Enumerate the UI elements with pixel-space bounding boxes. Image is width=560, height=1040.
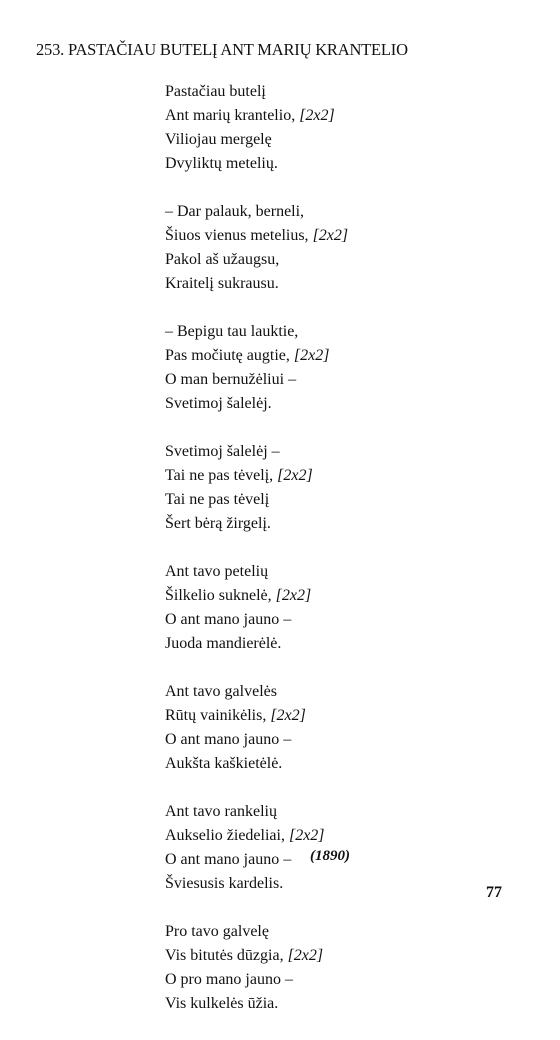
repeat-marker: [2x2]: [312, 227, 349, 244]
verse-text: – Bepigu tau lauktie,: [165, 323, 299, 340]
verse-text: Viliojau mergelę: [165, 131, 272, 148]
verse-line: [165, 704, 505, 728]
repeat-marker: [2x2]: [293, 347, 330, 364]
verse-line: [165, 320, 505, 344]
stanza: [165, 80, 505, 176]
verse-text: Šviesusis kardelis.: [165, 875, 284, 892]
repeat-marker: [2x2]: [287, 947, 324, 964]
stanza: [165, 200, 505, 296]
verse-text: O ant mano jauno –: [165, 851, 292, 868]
verse-line: [165, 248, 505, 272]
verse-text: Aukšta kaškietėlė.: [165, 755, 283, 772]
verse-text: Aukselio žiedeliai,: [165, 827, 285, 844]
repeat-marker: [2x2]: [299, 107, 335, 124]
verse-text: Vis bitutės dūzgia,: [165, 947, 284, 964]
verse-line: [165, 392, 505, 416]
verse-text: O pro mano jauno –: [165, 971, 293, 988]
verse-text: Vis kulkelės ūžia.: [165, 995, 279, 1012]
poem: [165, 80, 505, 1040]
verse-line: [165, 368, 505, 392]
repeat-marker: [2x2]: [288, 827, 325, 844]
verse-line: [165, 824, 505, 848]
verse-line: [165, 992, 505, 1016]
verse-text: – Dar palauk, berneli,: [165, 203, 305, 220]
verse-line: [165, 560, 505, 584]
verse-line: [165, 128, 505, 152]
verse-text: Pastačiau butelį: [165, 83, 266, 100]
repeat-marker: [2x2]: [277, 467, 313, 484]
verse-text: Ant marių krantelio,: [165, 107, 296, 124]
verse-text: O ant mano jauno –: [165, 611, 292, 628]
verse-line: [165, 200, 505, 224]
verse-line: [165, 464, 505, 488]
verse-line: [165, 728, 505, 752]
verse-text: Svetimoj šalelėj.: [165, 395, 272, 412]
verse-line: [165, 152, 505, 176]
verse-text: Pas močiutę augtie,: [165, 347, 290, 364]
verse-text: Ant tavo rankelių: [165, 803, 277, 820]
verse-line: [165, 968, 505, 992]
verse-line: [165, 440, 505, 464]
repeat-marker: [2x2]: [270, 707, 306, 724]
verse-line: [165, 608, 505, 632]
stanza: [165, 920, 505, 1016]
verse-text: Ant tavo petelių: [165, 563, 269, 580]
verse-line: [165, 752, 505, 776]
verse-line: [165, 272, 505, 296]
verse-text: O man bernužėliui –: [165, 371, 297, 388]
verse-line: [165, 680, 505, 704]
verse-line: [165, 104, 505, 128]
stanza: [165, 440, 505, 536]
stanza: [165, 680, 505, 776]
verse-text: Šert bėrą žirgelį.: [165, 515, 271, 532]
verse-text: Šilkelio suknelė,: [165, 587, 272, 604]
verse-text: Ant tavo galvelės: [165, 683, 277, 700]
verse-text: Svetimoj šalelėj –: [165, 443, 280, 460]
repeat-marker: [2x2]: [275, 587, 312, 604]
verse-line: [165, 224, 505, 248]
verse-line: [165, 80, 505, 104]
verse-line: [165, 944, 505, 968]
verse-text: Rūtų vainikėlis,: [165, 707, 267, 724]
verse-text: Tai ne pas tėvelį,: [165, 467, 274, 484]
stanza: [165, 320, 505, 416]
verse-line: [165, 488, 505, 512]
verse-text: Tai ne pas tėvelį: [165, 491, 270, 508]
verse-text: Šiuos vienus metelius,: [165, 227, 309, 244]
verse-line: [165, 800, 505, 824]
verse-text: O ant mano jauno –: [165, 731, 292, 748]
page-number: 77: [486, 884, 502, 901]
stanza: [165, 560, 505, 656]
verse-text: Dvyliktų metelių.: [165, 155, 278, 172]
verse-line: [165, 344, 505, 368]
verse-text: Kraitelį sukrausu.: [165, 275, 279, 292]
song-title: 253. PASTAČIAU BUTELĮ ANT MARIŲ KRANTELIO: [36, 40, 408, 59]
verse-text: Pakol aš užaugsu,: [165, 251, 280, 268]
verse-line: [165, 632, 505, 656]
verse-line: [165, 872, 505, 896]
recording-year: (1890): [310, 848, 350, 864]
verse-text: Juoda mandierėlė.: [165, 635, 282, 652]
verse-line: [165, 584, 505, 608]
verse-line: [165, 920, 505, 944]
verse-text: Pro tavo galvelę: [165, 923, 269, 940]
verse-line: [165, 512, 505, 536]
